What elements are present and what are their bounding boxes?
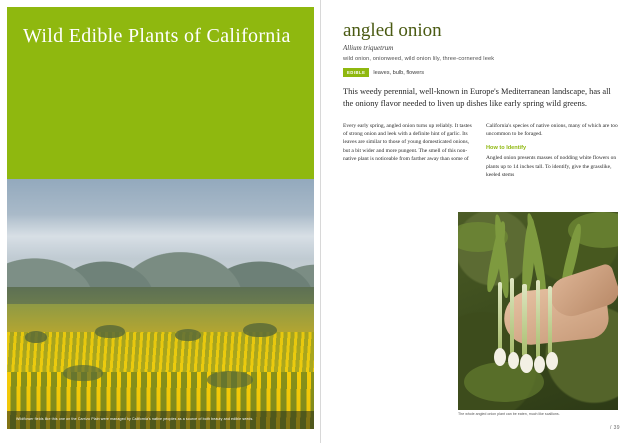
column-left	[343, 122, 475, 179]
status-badge: EDIBLE	[343, 68, 369, 77]
onion-bulb	[534, 356, 545, 373]
title-block	[7, 7, 314, 179]
onion-bulb	[508, 352, 519, 369]
body-paragraph: California's species of native onions, many of which are too uncommon to be foraged.	[486, 122, 618, 138]
page-number: / 39	[610, 425, 620, 431]
page-title: Wild Edible Plants of California	[23, 25, 291, 47]
onion-stalk	[522, 284, 527, 356]
left-page-inner	[7, 7, 314, 436]
latin-name: Allium triquetrum	[343, 44, 394, 52]
shrub	[25, 331, 47, 343]
lede-paragraph: This weedy perennial, well-known in Europe's Mediterranean landscape, has all the oniony flavor needed to liven up dishes like early spring wild greens.	[343, 87, 611, 109]
shrub	[95, 325, 125, 338]
shrub	[243, 323, 277, 337]
section-subheading: How to Identify	[486, 145, 527, 152]
angled-onion-photo	[458, 212, 618, 410]
text-columns	[343, 122, 618, 179]
left-photo-caption: Wildflower fields like this one on the Carrizo Plain were managed by California's native peoples as a source of both beauty and edible seeds.	[7, 411, 314, 429]
shrub	[63, 365, 103, 381]
shrub	[175, 329, 201, 341]
onion-stalk	[548, 286, 552, 354]
edible-parts-label: leaves, bulb, flowers	[373, 69, 425, 76]
edible-info-row	[343, 68, 618, 77]
mid-field	[7, 332, 314, 377]
body-paragraph: Angled onion presents masses of nodding white flowers on plants up to 14 inches tall. To identify, give the grasslike, keeled stems	[486, 155, 617, 178]
onion-bulb	[494, 348, 506, 366]
column-right	[486, 122, 618, 179]
shrub	[207, 371, 253, 388]
common-names: wild onion, onionweed, wild onion lily, three-cornered leek	[343, 56, 495, 62]
onion-bulb	[520, 354, 533, 373]
onion-stalk	[498, 282, 502, 352]
body-paragraph: Every early spring, angled onion turns up reliably. It tastes of strong onion and leek with a definite hint of garlic. Its leaves are similar to those of young domesticated onions, but a bit wider and more pungent. The smell of this non-native plant is noticeable from farther away than some of	[343, 122, 472, 162]
right-page	[321, 0, 640, 443]
onion-stalk	[536, 280, 540, 358]
right-photo-caption: The whole angled onion plant can be eaten, much like scallions.	[458, 412, 560, 416]
wildflower-field-photo	[7, 179, 314, 429]
onion-stalk	[510, 278, 514, 354]
plant-name-heading: angled onion	[343, 20, 442, 41]
onion-bulb	[546, 352, 558, 370]
